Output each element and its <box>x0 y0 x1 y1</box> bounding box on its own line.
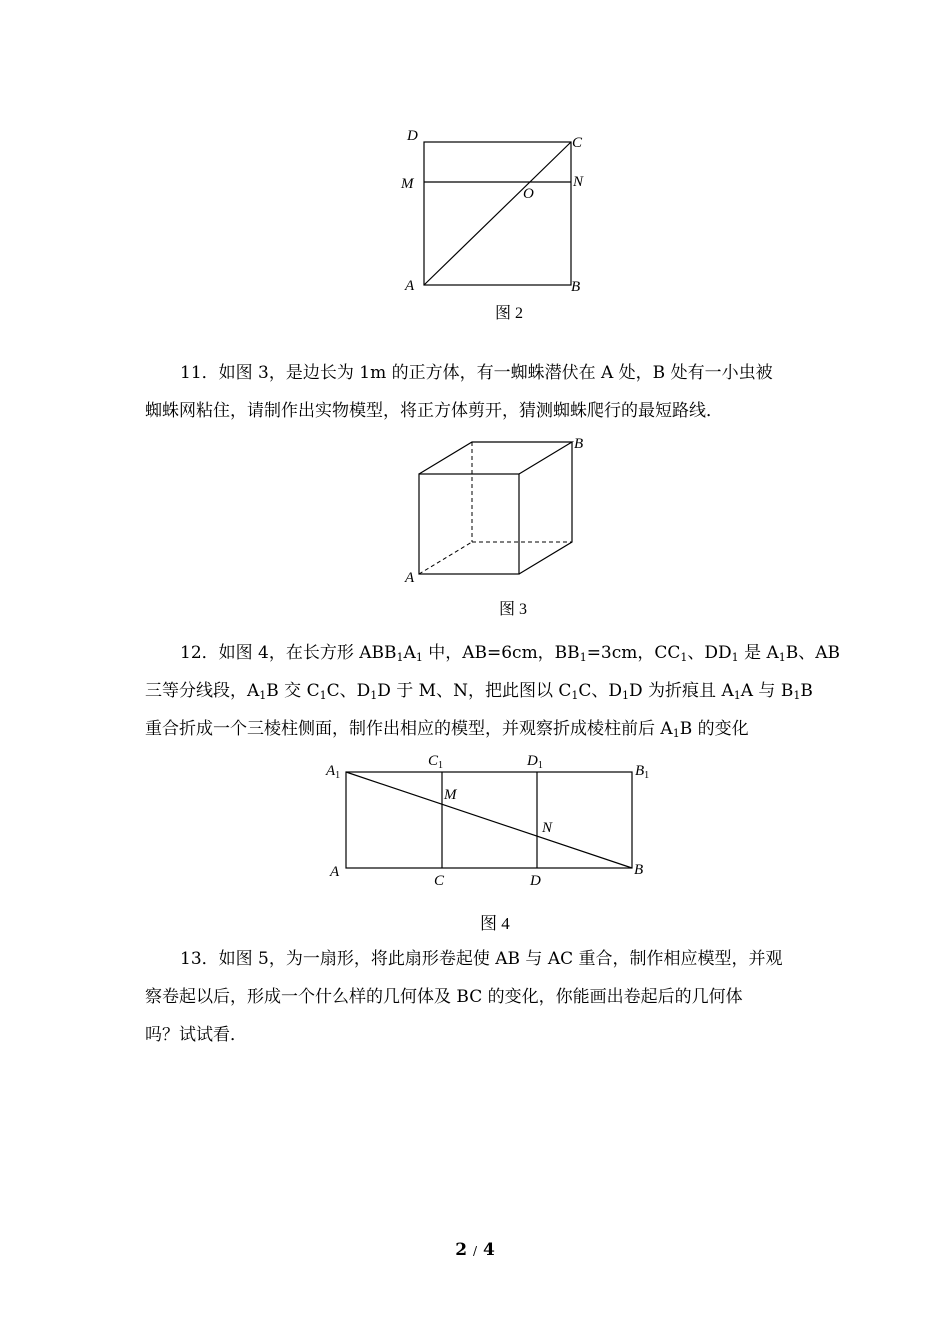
label-N: N <box>573 174 584 190</box>
label-A: A <box>405 570 415 586</box>
label-A: A <box>330 864 340 880</box>
figure-4-caption: 图 4 <box>480 914 510 933</box>
label-D1: $D_1$ <box>527 753 543 771</box>
current-page: 2 <box>455 1240 468 1260</box>
page-number <box>0 1240 950 1260</box>
label-D: D <box>530 873 541 889</box>
question-12-line-1: 12．如图 4，在长方形 $ABB_1A_1$ 中，AB=6cm，$BB_1=3cm$，$CC_1$、$DD_1$ 是 $A_1B$、AB <box>180 643 841 664</box>
question-11-line-2: 蜘蛛网粘住，请制作出实物模型，将正方体剪开，猜测蜘蛛爬行的最短路线． <box>145 401 723 421</box>
page-separator: / <box>472 1244 478 1258</box>
label-B: B <box>571 279 581 295</box>
label-A1: $A_1$ <box>326 763 341 781</box>
label-A: A <box>405 278 415 294</box>
question-11-line-1: 11．如图 3，是边长为 1m 的正方体，有一蜘蛛潜伏在 A 处，B 处有一小虫被 <box>180 363 773 383</box>
question-13-line-3: 吗？试试看． <box>145 1025 247 1045</box>
cube-right-edges <box>519 442 572 574</box>
figure-3 <box>395 425 615 625</box>
question-11 <box>145 354 810 430</box>
figure-2 <box>380 110 620 340</box>
label-C: C <box>434 873 445 889</box>
question-13-line-2: 察卷起以后，形成一个什么样的几何体及 BC 的变化，你能画出卷起后的几何体 <box>145 987 743 1007</box>
label-N: N <box>542 820 553 836</box>
question-13-line-1: 13．如图 5，为一扇形，将此扇形卷起使 AB 与 AC 重合，制作相应模型，并观 <box>180 949 783 969</box>
figure-4 <box>320 745 680 940</box>
cube-top-face <box>419 442 572 474</box>
question-12-line-2: 三等分线段，$A_1B$ 交 $C_1C$、$D_1D$ 于 M、N，把此图以 $C_1C$、$D_1D$ 为折痕且 $A_1A$ 与 $B_1B$ <box>145 681 813 702</box>
label-B: B <box>634 862 644 878</box>
question-12 <box>145 634 841 748</box>
question-13 <box>145 940 810 1054</box>
label-B1: $B_1$ <box>635 763 650 781</box>
label-B: B <box>574 436 584 452</box>
total-pages: 4 <box>482 1240 495 1260</box>
label-D: D <box>407 128 418 144</box>
label-M: M <box>444 787 457 803</box>
label-M: M <box>401 176 414 192</box>
cube-hidden-edges <box>419 442 572 574</box>
figure-3-caption: 图 3 <box>499 601 528 618</box>
label-C: C <box>572 135 583 151</box>
question-12-line-3: 重合折成一个三棱柱侧面，制作出相应的模型，并观察折成棱柱前后 $A_1B$ 的变化 <box>145 719 749 740</box>
diagonal-ac <box>424 142 571 285</box>
label-O: O <box>523 186 534 202</box>
figure-2-caption: 图 2 <box>495 305 524 322</box>
cube-front-face <box>419 474 519 574</box>
diagonal-a1b <box>346 772 632 868</box>
label-C1: $C_1$ <box>428 753 444 771</box>
